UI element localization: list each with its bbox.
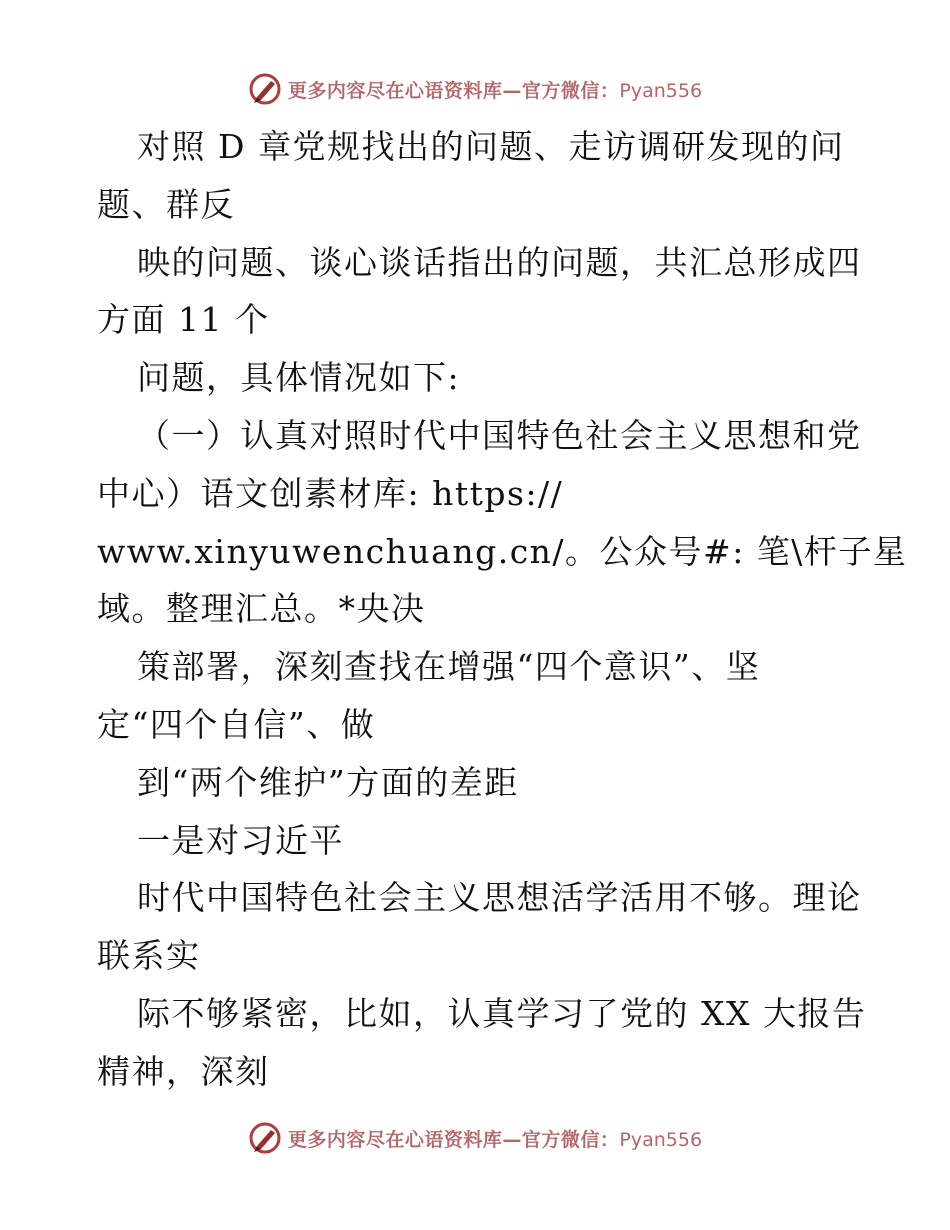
footer-banner (0, 1121, 950, 1155)
text-line: 到“两个维护”方面的差距 (137, 762, 519, 802)
header-banner-account: Pyan556 (619, 79, 703, 102)
footer-banner-text: 更多内容尽在心语资料库—官方微信：Pyan556 (287, 1128, 703, 1151)
text-line: 问题，具体情况如下: (137, 358, 461, 398)
document-body (97, 118, 908, 1101)
text-line: 策部署，深刻查找在增强“四个意识”、坚 (137, 647, 761, 687)
header-banner-text: 更多内容尽在心语资料库—官方微信：Pyan556 (287, 79, 703, 102)
footer-banner-account: Pyan556 (619, 1128, 703, 1151)
text-line: （一）认真对照时代中国特色社会主义思想和党 (137, 415, 862, 455)
text-line: 一是对习近平 (137, 820, 344, 860)
text-line: 定“四个自信”、做 (97, 704, 376, 744)
text-line: 映的问题、谈心谈话指出的问题，共汇总形成四 (137, 242, 862, 282)
text-line: 域。整理汇总。*央决 (97, 589, 426, 629)
header-banner (0, 72, 950, 106)
text-line: www.xinyuwenchuang.cn/。公众号#: 笔\杆子星 (97, 531, 908, 571)
text-line: 题、群反 (97, 184, 235, 224)
text-line: 际不够紧密，比如，认真学习了党的 XX 大报告 (137, 993, 867, 1033)
text-line: 精神，深刻 (97, 1051, 270, 1091)
pen-circle-icon (248, 72, 282, 106)
text-line: 时代中国特色社会主义思想活学活用不够。理论 (137, 878, 862, 918)
text-line: 中心）语文创素材库: https:// (97, 473, 564, 513)
pen-circle-icon (248, 1121, 282, 1155)
text-line: 对照 D 章党规找出的问题、走访调研发现的问 (137, 127, 845, 166)
text-line: 联系实 (97, 936, 201, 976)
text-line: 方面 11 个 (97, 300, 270, 340)
